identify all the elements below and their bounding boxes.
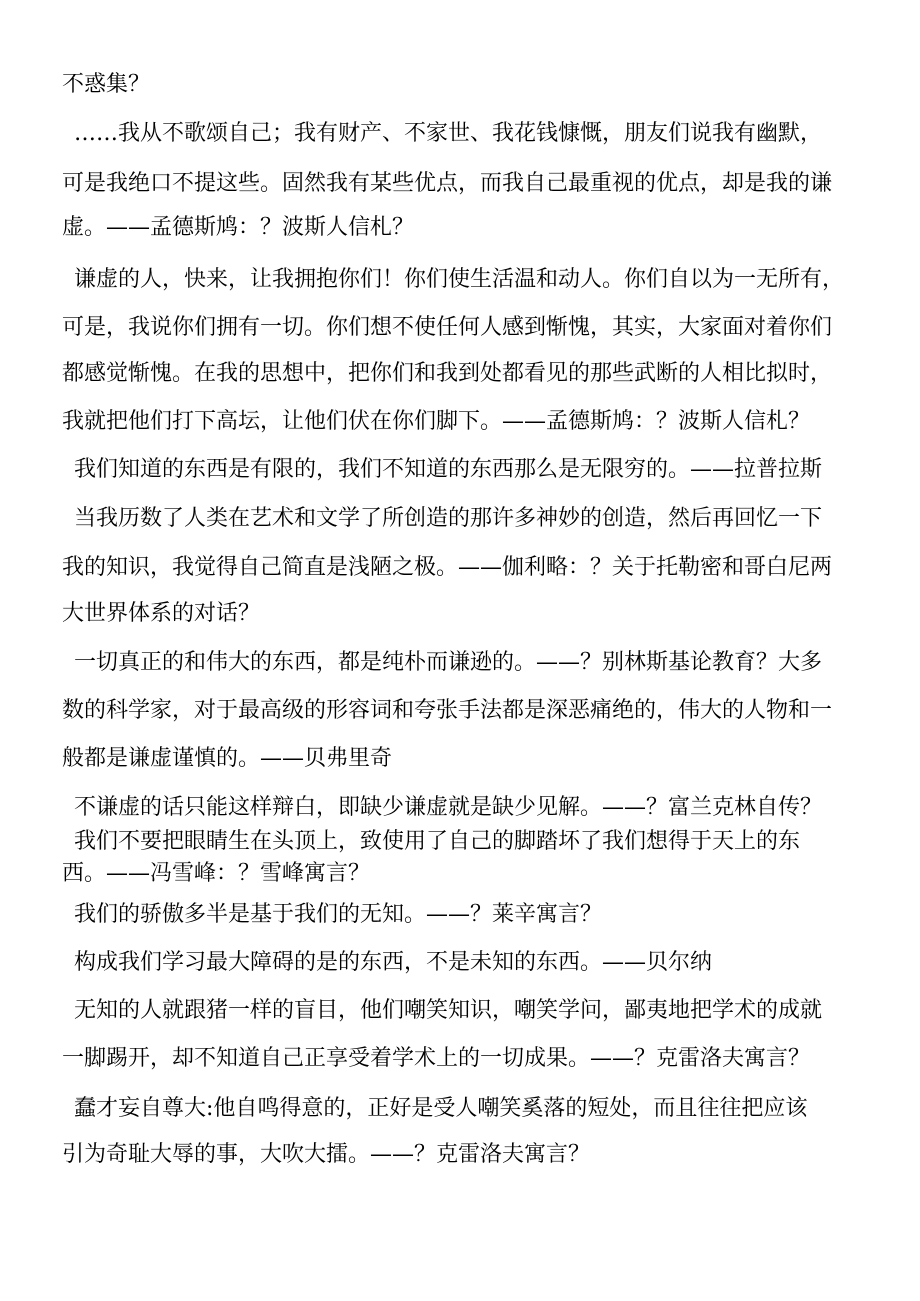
text-line: 一切真正的和伟大的东西，都是纯朴而谦逊的。——？别林斯基论教育？大多: [74, 650, 823, 675]
text-line: 大世界体系的对话？: [62, 601, 261, 626]
text-line: 虚。——孟德斯鸠：？波斯人信札？: [62, 215, 415, 240]
text-line: 构成我们学习最大障碍的是的东西，不是未知的东西。——贝尔纳: [74, 950, 713, 975]
text-line: ……我从不歌颂自己；我有财产、不家世、我花钱慷慨，朋友们说我有幽默，: [74, 121, 823, 146]
text-line: 我们的骄傲多半是基于我们的无知。——？莱辛寓言？: [74, 902, 603, 927]
text-line: 一脚踢开，却不知道自己正享受着学术上的一切成果。——？克雷洛夫寓言？: [62, 1046, 811, 1071]
text-line: 我们知道的东西是有限的，我们不知道的东西那么是无限穷的。——拉普拉斯: [74, 457, 823, 482]
text-line: 般都是谦虚谨慎的。——贝弗里奇: [62, 746, 393, 771]
text-line: 无知的人就跟猪一样的盲目，他们嘲笑知识，嘲笑学问，鄙夷地把学术的成就: [74, 998, 823, 1023]
text-line: 西。——冯雪峰：？雪峰寓言？: [62, 861, 371, 886]
text-line: 可是，我说你们拥有一切。你们想不使任何人感到惭愧，其实，大家面对着你们: [62, 315, 833, 340]
text-line: 我的知识，我觉得自己简直是浅陋之极。——伽利略：？关于托勒密和哥白尼两: [62, 555, 833, 580]
text-line: 不谦虚的话只能这样辩白，即缺少谦虚就是缺少见解。——？富兰克林自传？: [74, 795, 823, 820]
text-line: 当我历数了人类在艺术和文学了所创造的那许多神妙的创造，然后再回忆一下: [74, 506, 823, 531]
text-line: 引为奇耻大辱的事，大吹大擂。——？克雷洛夫寓言？: [62, 1142, 591, 1167]
text-line: 我们不要把眼睛生在头顶上，致使用了自己的脚踏坏了我们想得于天上的东: [74, 829, 801, 854]
text-line: 不惑集？: [62, 72, 151, 97]
text-line: 都感觉惭愧。在我的思想中，把你们和我到处都看见的那些武断的人相比拟时，: [62, 361, 833, 386]
text-line: 我就把他们打下高坛，让他们伏在你们脚下。——孟德斯鸠：？波斯人信札？: [62, 409, 811, 434]
text-line: 谦虚的人，快来，让我拥抱你们！你们使生活温和动人。你们自以为一无所有，: [74, 267, 845, 292]
text-line: 数的科学家，对于最高级的形容词和夸张手法都是深恶痛绝的，伟大的人物和一: [62, 698, 833, 723]
text-line: 可是我绝口不提这些。固然我有某些优点，而我自己最重视的优点，却是我的谦: [62, 171, 833, 196]
text-line: 蠢才妄自尊大:他自鸣得意的，正好是受人嘲笑奚落的短处，而且往往把应该: [74, 1096, 808, 1121]
